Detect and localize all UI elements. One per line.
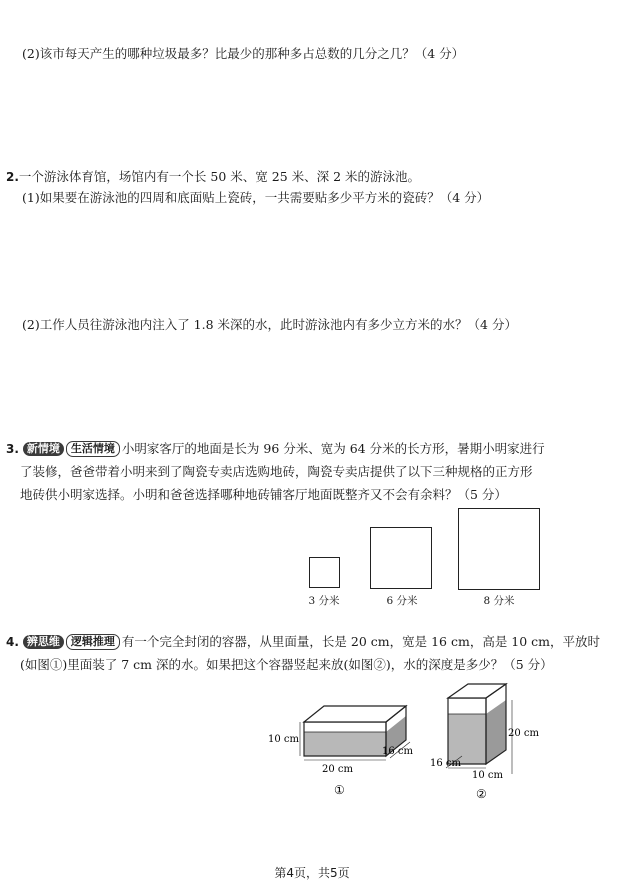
tile-6dm-label: 6 分米: [386, 595, 418, 607]
box2-top-edge: [448, 684, 506, 698]
fig2-length-label: 10 cm: [472, 770, 503, 781]
q3-number: 3.: [6, 442, 19, 456]
q2-number: 2.: [6, 170, 19, 184]
fig1-length-label: 20 cm: [322, 764, 353, 775]
water-side-2: [486, 700, 506, 764]
water-front-2: [448, 714, 486, 764]
q3-tag-new-context: 新情境: [23, 442, 64, 456]
tile-8dm-square: [458, 508, 540, 590]
water-front: [304, 732, 386, 756]
fig1-height-label: 10 cm: [268, 734, 299, 745]
q3-tag-life-context: 生活情境: [66, 441, 120, 457]
fig2-width-label: 16 cm: [430, 758, 461, 769]
fig1-label: ①: [334, 783, 345, 797]
tile-6dm-square: [370, 527, 432, 589]
tile-8dm-label: 8 分米: [483, 595, 515, 607]
q2-part1: (1)如果要在游泳池的四周和底面贴上瓷砖，一共需要贴多少平方米的瓷砖？（4 分）: [22, 190, 490, 205]
tile-3dm-square: [309, 557, 340, 588]
q4-text-line1: 有一个完全封闭的容器，从里面量，长是 20 cm，宽是 16 cm，高是 10 cm，平放时: [121, 634, 601, 649]
container-flat-figure: [258, 694, 418, 804]
q3-line1: [6, 440, 545, 458]
q4-line1: [6, 633, 600, 651]
tile-3dm-label: 3 分米: [308, 595, 340, 607]
q4-line2: (如图①)里面装了 7 cm 深的水。如果把这个容器竖起来放(如图②)，水的深度是多少？（5 分）: [20, 657, 553, 672]
page-footer: 第4页，共5页: [274, 866, 350, 880]
q1-part2: (2)该市每天产生的哪种垃圾最多？比最少的那种多占总数的几分之几？（4 分）: [22, 46, 465, 61]
q3-line3: 地砖供小明家选择。小明和爸爸选择哪种地砖铺客厅地面既整齐又不会有余料？（5 分）: [20, 487, 507, 502]
container-upright-figure: [428, 678, 558, 808]
box-top-edge: [304, 706, 406, 722]
q2-stem: 一个游泳体育馆，场馆内有一个长 50 米、宽 25 米、深 2 米的游泳池。: [18, 169, 421, 184]
q2-stem-line: [6, 168, 420, 186]
q3-line2: 了装修，爸爸带着小明来到了陶瓷专卖店选购地砖，陶瓷专卖店提供了以下三种规格的正方形: [20, 464, 533, 479]
q3-text-line1: 小明家客厅的地面是长为 96 分米、宽为 64 分米的长方形，暑期小明家进行: [121, 441, 545, 456]
fig2-height-label: 20 cm: [508, 728, 539, 739]
q4-tag-thinking: 辨思维: [23, 635, 64, 649]
q2-part2: (2)工作人员往游泳池内注入了 1.8 米深的水，此时游泳池内有多少立方米的水？（4 分）: [22, 317, 517, 332]
q4-tag-logic: 逻辑推理: [66, 634, 120, 650]
fig1-width-label: 16 cm: [382, 746, 413, 757]
q4-number: 4.: [6, 635, 19, 649]
fig2-label: ②: [476, 787, 487, 801]
